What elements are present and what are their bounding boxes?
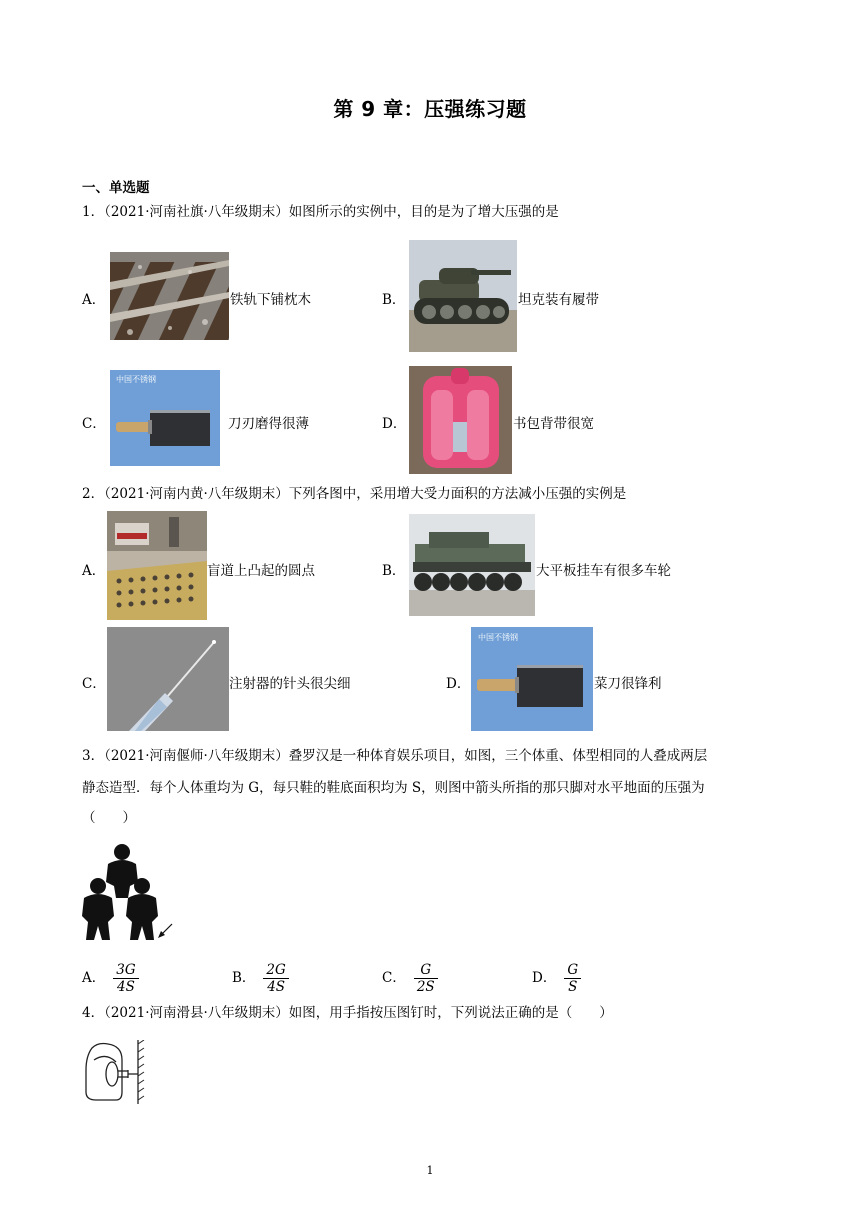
q1-option-b-text: 坦克装有履带 [518, 292, 599, 308]
thumbtack-press-figure [82, 1040, 146, 1106]
fraction-numerator: G [564, 962, 581, 979]
human-pyramid-figure [80, 842, 176, 942]
flatbed-trailer-photo [409, 514, 535, 616]
knife-caption: 中国不锈钢 [478, 633, 518, 642]
q2-option-b-letter: B． [382, 563, 406, 579]
question-4-stem: 4．（2021·河南滑县·八年级期末）如图，用手指按压图钉时，下列说法正确的是（ ） [82, 1005, 613, 1021]
section-heading: 一、单选题 [82, 180, 150, 196]
q3-option-a [82, 962, 139, 995]
question-2-stem: 2．（2021·河南内黄·八年级期末）下列各图中，采用增大受力面积的方法减小压强的实例是 [82, 486, 627, 502]
fraction-denominator: S [568, 979, 578, 995]
q3-option-c [382, 962, 438, 995]
q2-option-c-letter: C． [82, 676, 106, 692]
fraction-denominator: 4S [267, 979, 286, 995]
q3-option-d [532, 962, 581, 995]
q1-option-d-letter: D． [382, 416, 407, 432]
q3-option-a-letter: A． [82, 970, 106, 986]
q3-option-c-letter: C． [382, 970, 406, 986]
fraction-denominator: 2S [416, 979, 435, 995]
fraction-denominator: 4S [117, 979, 135, 995]
fraction-g-over-2s [414, 962, 438, 995]
question-3-line-2: 静态造型．每个人体重均为 G，每只鞋的鞋底面积均为 S，则图中箭头所指的那只脚对水平地面的压强为 [82, 780, 705, 796]
question-1-stem: 1．（2021·河南社旗·八年级期末）如图所示的实例中，目的是为了增大压强的是 [82, 204, 559, 220]
fraction-2g-over-4s [263, 962, 288, 995]
fraction-g-over-s [564, 962, 581, 995]
q2-option-d-text: 菜刀很锋利 [594, 676, 662, 692]
fraction-numerator: 2G [263, 962, 288, 979]
railway-sleeper-photo [110, 252, 229, 340]
q2-option-d-letter: D． [446, 676, 471, 692]
syringe-photo [107, 627, 229, 731]
q1-option-c-text: 刀刃磨得很薄 [228, 416, 309, 432]
cleaver-caption: 中国不锈钢 [116, 375, 156, 384]
q3-option-b [232, 962, 289, 995]
q1-option-a-letter: A． [82, 292, 106, 308]
fraction-3g-over-4s [113, 962, 138, 995]
q2-option-b-text: 大平板挂车有很多车轮 [536, 563, 671, 579]
q2-option-c-text: 注射器的针头很尖细 [229, 676, 351, 692]
q2-option-a-letter: A． [82, 563, 106, 579]
question-3-line-3: （ ） [82, 810, 136, 826]
tactile-paving-photo [107, 511, 207, 620]
backpack-photo [409, 366, 512, 474]
fraction-numerator: 3G [113, 962, 138, 979]
q3-option-d-letter: D． [532, 970, 557, 986]
q1-option-b-letter: B． [382, 292, 406, 308]
q1-option-c-letter: C． [82, 416, 106, 432]
fraction-numerator: G [414, 962, 438, 979]
q2-option-a-text: 盲道上凸起的圆点 [207, 563, 315, 579]
page-number: 1 [426, 1164, 434, 1177]
q1-option-a-text: 铁轨下铺枕木 [230, 292, 311, 308]
q3-option-b-letter: B． [232, 970, 256, 986]
page-title: 第 9 章：压强练习题 [333, 97, 527, 121]
tank-photo [409, 240, 517, 352]
question-3-line-1: 3．（2021·河南偃师·八年级期末）叠罗汉是一种体育娱乐项目，如图，三个体重、体型相同的人叠成两层 [82, 748, 708, 764]
q1-option-d-text: 书包背带很宽 [513, 416, 594, 432]
